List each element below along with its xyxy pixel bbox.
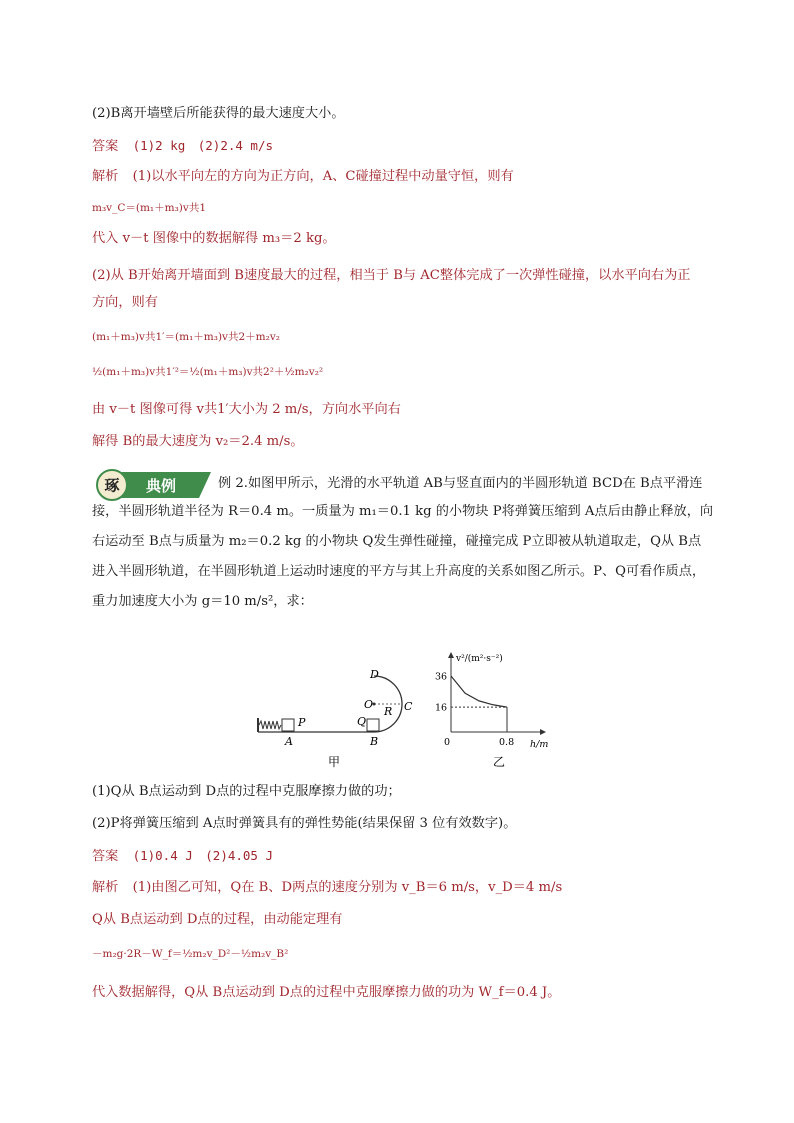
analysis-1-equation-1: m₃v_C＝(m₁＋m₃)v共1 — [92, 202, 207, 214]
figure-yi-chart — [435, 652, 548, 769]
y-tick-36: 36 — [435, 671, 448, 683]
badge-label: 典例 — [145, 477, 177, 495]
analysis-1-line-1 — [92, 167, 514, 187]
x-axis-arrow — [540, 729, 546, 735]
analysis-1-line-9: 解得 B的最大速度为 v₂＝2.4 m/s。 — [92, 434, 304, 449]
figure-diagram — [250, 650, 550, 775]
example-2-line-3: 右运动至 B点与质量为 m₂＝0.2 kg 的小物块 Q发生弹性碰撞，碰撞完成 P立即被从轨道取走，Q从 B点 — [92, 534, 702, 549]
analysis-2-line-2: Q从 B点运动到 D点的过程，由动能定理有 — [92, 912, 343, 927]
caption-jia: 甲 — [328, 755, 341, 769]
example-2-line-5: 重力加速度大小为 g＝10 m/s²，求： — [92, 594, 313, 609]
analysis-2-label: 解析 — [92, 880, 119, 895]
block-p — [282, 719, 294, 731]
analysis-1-line-4: (2)从 B开始离开墙面到 B速度最大的过程，相当于 B与 AC整体完成了一次弹性碰撞，以水平向右为正 — [92, 268, 691, 283]
question-2-text: (2)B离开墙壁后所能获得的最大速度大小。 — [92, 106, 345, 121]
label-a: A — [285, 735, 293, 748]
v2-h-curve — [451, 676, 507, 707]
answer-1 — [92, 136, 273, 157]
spring — [259, 721, 281, 729]
answer-2 — [92, 846, 273, 867]
label-r: R — [384, 705, 393, 718]
example-badge — [95, 468, 213, 502]
question-2-2: (2)P将弹簧压缩到 A点时弹簧具有的弹性势能(结果保留 3 位有效数字)。 — [92, 816, 517, 831]
caption-yi: 乙 — [493, 755, 506, 769]
x-axis-label: h/m — [530, 739, 549, 750]
analysis-1-equation-2: (m₁＋m₃)v共1′＝(m₁＋m₃)v共2＋m₂v₂ — [92, 331, 280, 343]
block-q — [367, 719, 379, 731]
label-c: C — [404, 700, 413, 713]
label-b: B — [370, 735, 379, 748]
question-2-1: (1)Q从 B点运动到 D点的过程中克服摩擦力做的功； — [92, 784, 401, 799]
answer-text: (1)2 kg (2)2.4 m/s — [132, 138, 274, 153]
y-axis-arrow — [448, 652, 454, 658]
analysis-1-line-5: 方向，则有 — [92, 295, 158, 310]
y-axis-label: v²/(m²·s⁻²) — [456, 654, 503, 664]
label-d: D — [370, 668, 379, 681]
analysis-1-line-3: 代入 v－t 图像中的数据解得 m₃＝2 kg。 — [92, 231, 336, 246]
y-tick-16: 16 — [435, 702, 448, 714]
answer-label: 答案 — [92, 139, 119, 154]
example-2-line-2: 接，半圆形轨道半径为 R＝0.4 m。一质量为 m₁＝0.1 kg 的小物块 P将弹簧压缩到 A点后由静止释放，向 — [92, 504, 714, 519]
example-2-line-1: 例 2.如图甲所示，光滑的水平轨道 AB与竖直面内的半圆形轨道 BCD在 B点平滑连 — [218, 476, 703, 491]
origin-label: 0 — [444, 737, 451, 748]
badge-seal-char: 琢 — [104, 476, 120, 495]
analysis-label: 解析 — [92, 169, 119, 184]
analysis-text: (1)以水平向左的方向为正方向，A、C碰撞过程中动量守恒，则有 — [132, 169, 514, 184]
x-tick-0-8: 0.8 — [499, 737, 515, 748]
analysis-1-line-8: 由 v－t 图像可得 v共1′大小为 2 m/s，方向水平向右 — [92, 402, 401, 417]
analysis-2-equation: －m₂g·2R－W_f＝½m₂v_D²－½m₂v_B² — [92, 948, 289, 960]
analysis-1-equation-3: ½(m₁＋m₃)v共1′²＝½(m₁＋m₃)v共2²＋½m₂v₂² — [92, 366, 324, 378]
answer-2-label: 答案 — [92, 849, 119, 864]
example-2-line-4: 进入半圆形轨道，在半圆形轨道上运动时速度的平方与其上升高度的关系如图乙所示。P、Q可看作质点， — [92, 564, 706, 579]
answer-2-text: (1)0.4 J (2)4.05 J — [132, 848, 274, 863]
analysis-2-line-4: 代入数据解得，Q从 B点运动到 D点的过程中克服摩擦力做的功为 W_f＝0.4 J。 — [92, 985, 561, 1000]
label-p: P — [298, 716, 306, 729]
analysis-2-line-1 — [92, 878, 562, 898]
label-o: O — [364, 698, 374, 711]
label-q: Q — [357, 715, 367, 728]
figure-jia — [258, 668, 413, 769]
analysis-2-text: (1)由图乙可知，Q在 B、D两点的速度分别为 v_B＝6 m/s，v_D＝4 m/s — [132, 880, 563, 895]
